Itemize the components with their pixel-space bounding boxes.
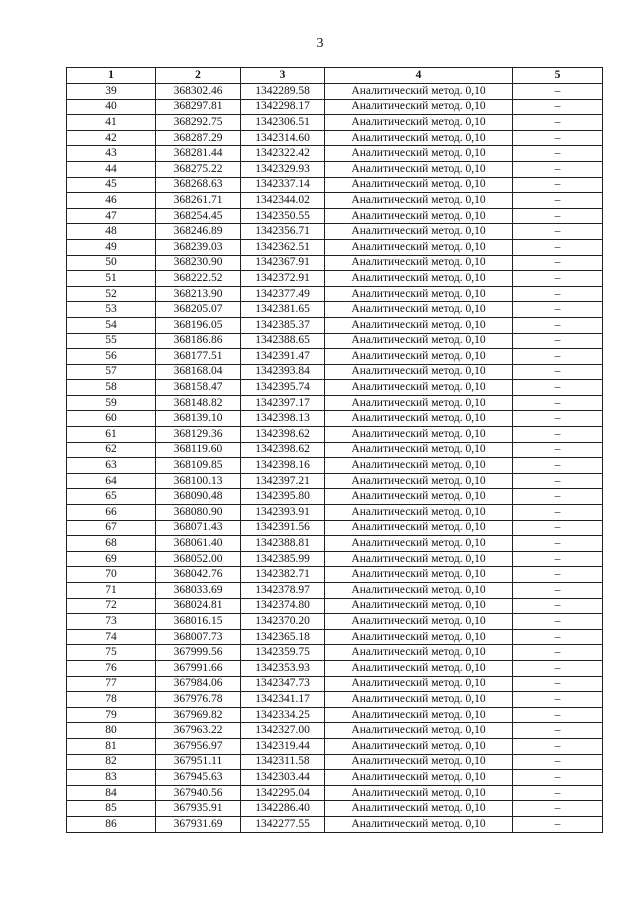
table-row	[67, 177, 603, 193]
note-cell: –	[513, 380, 603, 396]
x-coordinate-cell: 368129.36	[156, 427, 241, 443]
point-number-cell: 64	[67, 473, 156, 489]
note-cell: –	[513, 676, 603, 692]
point-number-cell: 84	[67, 785, 156, 801]
point-number-cell: 40	[67, 99, 156, 115]
note-cell: –	[513, 271, 603, 287]
table-row	[67, 84, 603, 100]
y-coordinate-cell: 1342329.93	[241, 161, 325, 177]
method-cell: Аналитический метод. 0,10	[325, 427, 513, 443]
table-row	[67, 302, 603, 318]
method-cell: Аналитический метод. 0,10	[325, 302, 513, 318]
note-cell: –	[513, 551, 603, 567]
table-row	[67, 286, 603, 302]
point-number-cell: 72	[67, 598, 156, 614]
point-number-cell: 86	[67, 816, 156, 832]
point-number-cell: 67	[67, 520, 156, 536]
table-body	[67, 84, 603, 833]
point-number-cell: 71	[67, 583, 156, 599]
note-cell: –	[513, 208, 603, 224]
note-cell: –	[513, 629, 603, 645]
x-coordinate-cell: 368148.82	[156, 395, 241, 411]
point-number-cell: 73	[67, 614, 156, 630]
y-coordinate-cell: 1342370.20	[241, 614, 325, 630]
y-coordinate-cell: 1342395.80	[241, 489, 325, 505]
table-row	[67, 738, 603, 754]
point-number-cell: 59	[67, 395, 156, 411]
y-coordinate-cell: 1342289.58	[241, 84, 325, 100]
point-number-cell: 47	[67, 208, 156, 224]
note-cell: –	[513, 536, 603, 552]
point-number-cell: 62	[67, 442, 156, 458]
y-coordinate-cell: 1342374.80	[241, 598, 325, 614]
point-number-cell: 83	[67, 770, 156, 786]
method-cell: Аналитический метод. 0,10	[325, 333, 513, 349]
x-coordinate-cell: 368052.00	[156, 551, 241, 567]
x-coordinate-cell: 368080.90	[156, 505, 241, 521]
note-cell: –	[513, 738, 603, 754]
x-coordinate-cell: 368275.22	[156, 161, 241, 177]
method-cell: Аналитический метод. 0,10	[325, 629, 513, 645]
y-coordinate-cell: 1342378.97	[241, 583, 325, 599]
method-cell: Аналитический метод. 0,10	[325, 770, 513, 786]
x-coordinate-cell: 368071.43	[156, 520, 241, 536]
x-coordinate-cell: 368016.15	[156, 614, 241, 630]
table-row	[67, 629, 603, 645]
point-number-cell: 45	[67, 177, 156, 193]
note-cell: –	[513, 442, 603, 458]
table-row	[67, 754, 603, 770]
point-number-cell: 43	[67, 146, 156, 162]
method-cell: Аналитический метод. 0,10	[325, 645, 513, 661]
y-coordinate-cell: 1342350.55	[241, 208, 325, 224]
table-row	[67, 317, 603, 333]
y-coordinate-cell: 1342362.51	[241, 239, 325, 255]
method-cell: Аналитический метод. 0,10	[325, 411, 513, 427]
y-coordinate-cell: 1342388.81	[241, 536, 325, 552]
x-coordinate-cell: 368139.10	[156, 411, 241, 427]
table-row	[67, 816, 603, 832]
method-cell: Аналитический метод. 0,10	[325, 115, 513, 131]
point-number-cell: 58	[67, 380, 156, 396]
method-cell: Аналитический метод. 0,10	[325, 676, 513, 692]
y-coordinate-cell: 1342347.73	[241, 676, 325, 692]
y-coordinate-cell: 1342298.17	[241, 99, 325, 115]
note-cell: –	[513, 224, 603, 240]
table-row	[67, 583, 603, 599]
x-coordinate-cell: 367935.91	[156, 801, 241, 817]
x-coordinate-cell: 368302.46	[156, 84, 241, 100]
y-coordinate-cell: 1342303.44	[241, 770, 325, 786]
point-number-cell: 44	[67, 161, 156, 177]
y-coordinate-cell: 1342365.18	[241, 629, 325, 645]
table-row	[67, 193, 603, 209]
x-coordinate-cell: 368239.03	[156, 239, 241, 255]
table-row	[67, 692, 603, 708]
table-row	[67, 614, 603, 630]
method-cell: Аналитический метод. 0,10	[325, 785, 513, 801]
note-cell: –	[513, 317, 603, 333]
table-row	[67, 224, 603, 240]
point-number-cell: 78	[67, 692, 156, 708]
point-number-cell: 50	[67, 255, 156, 271]
point-number-cell: 42	[67, 130, 156, 146]
table-row	[67, 99, 603, 115]
x-coordinate-cell: 368281.44	[156, 146, 241, 162]
x-coordinate-cell: 368119.60	[156, 442, 241, 458]
method-cell: Аналитический метод. 0,10	[325, 146, 513, 162]
note-cell: –	[513, 130, 603, 146]
method-cell: Аналитический метод. 0,10	[325, 130, 513, 146]
y-coordinate-cell: 1342322.42	[241, 146, 325, 162]
x-coordinate-cell: 368246.89	[156, 224, 241, 240]
note-cell: –	[513, 754, 603, 770]
method-cell: Аналитический метод. 0,10	[325, 458, 513, 474]
x-coordinate-cell: 367999.56	[156, 645, 241, 661]
x-coordinate-cell: 367976.78	[156, 692, 241, 708]
y-coordinate-cell: 1342286.40	[241, 801, 325, 817]
y-coordinate-cell: 1342334.25	[241, 707, 325, 723]
method-cell: Аналитический метод. 0,10	[325, 692, 513, 708]
table-row	[67, 505, 603, 521]
method-cell: Аналитический метод. 0,10	[325, 442, 513, 458]
method-cell: Аналитический метод. 0,10	[325, 551, 513, 567]
note-cell: –	[513, 333, 603, 349]
y-coordinate-cell: 1342341.17	[241, 692, 325, 708]
y-coordinate-cell: 1342397.21	[241, 473, 325, 489]
x-coordinate-cell: 368168.04	[156, 364, 241, 380]
note-cell: –	[513, 489, 603, 505]
point-number-cell: 46	[67, 193, 156, 209]
x-coordinate-cell: 367991.66	[156, 660, 241, 676]
note-cell: –	[513, 286, 603, 302]
point-number-cell: 57	[67, 364, 156, 380]
y-coordinate-cell: 1342337.14	[241, 177, 325, 193]
method-cell: Аналитический метод. 0,10	[325, 239, 513, 255]
table-row	[67, 520, 603, 536]
x-coordinate-cell: 367963.22	[156, 723, 241, 739]
method-cell: Аналитический метод. 0,10	[325, 567, 513, 583]
table-row	[67, 333, 603, 349]
x-coordinate-cell: 368061.40	[156, 536, 241, 552]
table-row	[67, 380, 603, 396]
note-cell: –	[513, 692, 603, 708]
point-number-cell: 56	[67, 349, 156, 365]
point-number-cell: 63	[67, 458, 156, 474]
table-row	[67, 411, 603, 427]
x-coordinate-cell: 368222.52	[156, 271, 241, 287]
table-row	[67, 801, 603, 817]
x-coordinate-cell: 368090.48	[156, 489, 241, 505]
table-row	[67, 115, 603, 131]
y-coordinate-cell: 1342393.91	[241, 505, 325, 521]
x-coordinate-cell: 367945.63	[156, 770, 241, 786]
method-cell: Аналитический метод. 0,10	[325, 208, 513, 224]
y-coordinate-cell: 1342295.04	[241, 785, 325, 801]
table-row	[67, 395, 603, 411]
method-cell: Аналитический метод. 0,10	[325, 536, 513, 552]
table-row	[67, 427, 603, 443]
y-coordinate-cell: 1342393.84	[241, 364, 325, 380]
y-coordinate-cell: 1342382.71	[241, 567, 325, 583]
point-number-cell: 48	[67, 224, 156, 240]
table-row	[67, 473, 603, 489]
x-coordinate-cell: 368186.86	[156, 333, 241, 349]
x-coordinate-cell: 368268.63	[156, 177, 241, 193]
x-coordinate-cell: 368261.71	[156, 193, 241, 209]
note-cell: –	[513, 193, 603, 209]
method-cell: Аналитический метод. 0,10	[325, 738, 513, 754]
note-cell: –	[513, 255, 603, 271]
y-coordinate-cell: 1342353.93	[241, 660, 325, 676]
point-number-cell: 85	[67, 801, 156, 817]
note-cell: –	[513, 239, 603, 255]
table-row	[67, 161, 603, 177]
column-header-1: 1	[67, 68, 156, 84]
table-row	[67, 660, 603, 676]
note-cell: –	[513, 707, 603, 723]
x-coordinate-cell: 367940.56	[156, 785, 241, 801]
y-coordinate-cell: 1342327.00	[241, 723, 325, 739]
note-cell: –	[513, 645, 603, 661]
method-cell: Аналитический метод. 0,10	[325, 317, 513, 333]
y-coordinate-cell: 1342398.62	[241, 442, 325, 458]
note-cell: –	[513, 349, 603, 365]
method-cell: Аналитический метод. 0,10	[325, 349, 513, 365]
method-cell: Аналитический метод. 0,10	[325, 801, 513, 817]
x-coordinate-cell: 368196.05	[156, 317, 241, 333]
point-number-cell: 69	[67, 551, 156, 567]
note-cell: –	[513, 505, 603, 521]
method-cell: Аналитический метод. 0,10	[325, 224, 513, 240]
y-coordinate-cell: 1342395.74	[241, 380, 325, 396]
point-number-cell: 80	[67, 723, 156, 739]
x-coordinate-cell: 368213.90	[156, 286, 241, 302]
y-coordinate-cell: 1342391.56	[241, 520, 325, 536]
y-coordinate-cell: 1342356.71	[241, 224, 325, 240]
x-coordinate-cell: 368042.76	[156, 567, 241, 583]
method-cell: Аналитический метод. 0,10	[325, 84, 513, 100]
note-cell: –	[513, 723, 603, 739]
y-coordinate-cell: 1342319.44	[241, 738, 325, 754]
coordinates-table	[66, 67, 603, 833]
note-cell: –	[513, 99, 603, 115]
x-coordinate-cell: 368158.47	[156, 380, 241, 396]
y-coordinate-cell: 1342398.16	[241, 458, 325, 474]
table-row	[67, 489, 603, 505]
table-row	[67, 458, 603, 474]
method-cell: Аналитический метод. 0,10	[325, 473, 513, 489]
method-cell: Аналитический метод. 0,10	[325, 99, 513, 115]
table-row	[67, 567, 603, 583]
x-coordinate-cell: 368254.45	[156, 208, 241, 224]
method-cell: Аналитический метод. 0,10	[325, 380, 513, 396]
point-number-cell: 49	[67, 239, 156, 255]
y-coordinate-cell: 1342359.75	[241, 645, 325, 661]
method-cell: Аналитический метод. 0,10	[325, 161, 513, 177]
point-number-cell: 54	[67, 317, 156, 333]
point-number-cell: 70	[67, 567, 156, 583]
table-row	[67, 364, 603, 380]
point-number-cell: 82	[67, 754, 156, 770]
table-row	[67, 130, 603, 146]
x-coordinate-cell: 367956.97	[156, 738, 241, 754]
note-cell: –	[513, 115, 603, 131]
table-row	[67, 785, 603, 801]
y-coordinate-cell: 1342397.17	[241, 395, 325, 411]
x-coordinate-cell: 368205.07	[156, 302, 241, 318]
column-header-4: 4	[325, 68, 513, 84]
method-cell: Аналитический метод. 0,10	[325, 395, 513, 411]
note-cell: –	[513, 84, 603, 100]
method-cell: Аналитический метод. 0,10	[325, 614, 513, 630]
x-coordinate-cell: 368109.85	[156, 458, 241, 474]
table-row	[67, 239, 603, 255]
x-coordinate-cell: 368177.51	[156, 349, 241, 365]
note-cell: –	[513, 427, 603, 443]
method-cell: Аналитический метод. 0,10	[325, 707, 513, 723]
x-coordinate-cell: 368297.81	[156, 99, 241, 115]
method-cell: Аналитический метод. 0,10	[325, 286, 513, 302]
x-coordinate-cell: 368287.29	[156, 130, 241, 146]
x-coordinate-cell: 368007.73	[156, 629, 241, 645]
y-coordinate-cell: 1342385.99	[241, 551, 325, 567]
point-number-cell: 65	[67, 489, 156, 505]
table-row	[67, 271, 603, 287]
x-coordinate-cell: 367969.82	[156, 707, 241, 723]
table-row	[67, 349, 603, 365]
note-cell: –	[513, 598, 603, 614]
y-coordinate-cell: 1342398.62	[241, 427, 325, 443]
point-number-cell: 77	[67, 676, 156, 692]
table-row	[67, 723, 603, 739]
table-row	[67, 551, 603, 567]
table-row	[67, 676, 603, 692]
table-row	[67, 208, 603, 224]
note-cell: –	[513, 785, 603, 801]
note-cell: –	[513, 473, 603, 489]
x-coordinate-cell: 368100.13	[156, 473, 241, 489]
table-row	[67, 770, 603, 786]
x-coordinate-cell: 368292.75	[156, 115, 241, 131]
table-row	[67, 598, 603, 614]
y-coordinate-cell: 1342385.37	[241, 317, 325, 333]
point-number-cell: 76	[67, 660, 156, 676]
table-row	[67, 645, 603, 661]
point-number-cell: 39	[67, 84, 156, 100]
point-number-cell: 61	[67, 427, 156, 443]
method-cell: Аналитический метод. 0,10	[325, 598, 513, 614]
method-cell: Аналитический метод. 0,10	[325, 271, 513, 287]
note-cell: –	[513, 364, 603, 380]
point-number-cell: 53	[67, 302, 156, 318]
column-header-2: 2	[156, 68, 241, 84]
note-cell: –	[513, 660, 603, 676]
y-coordinate-cell: 1342367.91	[241, 255, 325, 271]
point-number-cell: 66	[67, 505, 156, 521]
y-coordinate-cell: 1342391.47	[241, 349, 325, 365]
point-number-cell: 52	[67, 286, 156, 302]
table-row	[67, 707, 603, 723]
method-cell: Аналитический метод. 0,10	[325, 193, 513, 209]
y-coordinate-cell: 1342314.60	[241, 130, 325, 146]
method-cell: Аналитический метод. 0,10	[325, 816, 513, 832]
table-row	[67, 146, 603, 162]
point-number-cell: 81	[67, 738, 156, 754]
point-number-cell: 41	[67, 115, 156, 131]
method-cell: Аналитический метод. 0,10	[325, 520, 513, 536]
note-cell: –	[513, 177, 603, 193]
table-header	[67, 68, 603, 84]
method-cell: Аналитический метод. 0,10	[325, 723, 513, 739]
y-coordinate-cell: 1342377.49	[241, 286, 325, 302]
point-number-cell: 51	[67, 271, 156, 287]
note-cell: –	[513, 567, 603, 583]
y-coordinate-cell: 1342398.13	[241, 411, 325, 427]
method-cell: Аналитический метод. 0,10	[325, 583, 513, 599]
y-coordinate-cell: 1342381.65	[241, 302, 325, 318]
note-cell: –	[513, 816, 603, 832]
method-cell: Аналитический метод. 0,10	[325, 754, 513, 770]
table-row	[67, 536, 603, 552]
note-cell: –	[513, 520, 603, 536]
point-number-cell: 68	[67, 536, 156, 552]
note-cell: –	[513, 614, 603, 630]
header-row	[67, 68, 603, 84]
x-coordinate-cell: 368033.69	[156, 583, 241, 599]
note-cell: –	[513, 161, 603, 177]
method-cell: Аналитический метод. 0,10	[325, 489, 513, 505]
note-cell: –	[513, 770, 603, 786]
point-number-cell: 74	[67, 629, 156, 645]
point-number-cell: 79	[67, 707, 156, 723]
note-cell: –	[513, 395, 603, 411]
note-cell: –	[513, 458, 603, 474]
column-header-5: 5	[513, 68, 603, 84]
y-coordinate-cell: 1342344.02	[241, 193, 325, 209]
note-cell: –	[513, 583, 603, 599]
y-coordinate-cell: 1342372.91	[241, 271, 325, 287]
note-cell: –	[513, 146, 603, 162]
point-number-cell: 75	[67, 645, 156, 661]
method-cell: Аналитический метод. 0,10	[325, 364, 513, 380]
x-coordinate-cell: 368024.81	[156, 598, 241, 614]
table-row	[67, 442, 603, 458]
page-number: 3	[316, 36, 324, 51]
table-row	[67, 255, 603, 271]
method-cell: Аналитический метод. 0,10	[325, 177, 513, 193]
x-coordinate-cell: 367931.69	[156, 816, 241, 832]
y-coordinate-cell: 1342311.58	[241, 754, 325, 770]
x-coordinate-cell: 367951.11	[156, 754, 241, 770]
x-coordinate-cell: 367984.06	[156, 676, 241, 692]
method-cell: Аналитический метод. 0,10	[325, 505, 513, 521]
method-cell: Аналитический метод. 0,10	[325, 255, 513, 271]
y-coordinate-cell: 1342306.51	[241, 115, 325, 131]
column-header-3: 3	[241, 68, 325, 84]
y-coordinate-cell: 1342388.65	[241, 333, 325, 349]
note-cell: –	[513, 411, 603, 427]
y-coordinate-cell: 1342277.55	[241, 816, 325, 832]
note-cell: –	[513, 801, 603, 817]
point-number-cell: 60	[67, 411, 156, 427]
note-cell: –	[513, 302, 603, 318]
x-coordinate-cell: 368230.90	[156, 255, 241, 271]
point-number-cell: 55	[67, 333, 156, 349]
method-cell: Аналитический метод. 0,10	[325, 660, 513, 676]
